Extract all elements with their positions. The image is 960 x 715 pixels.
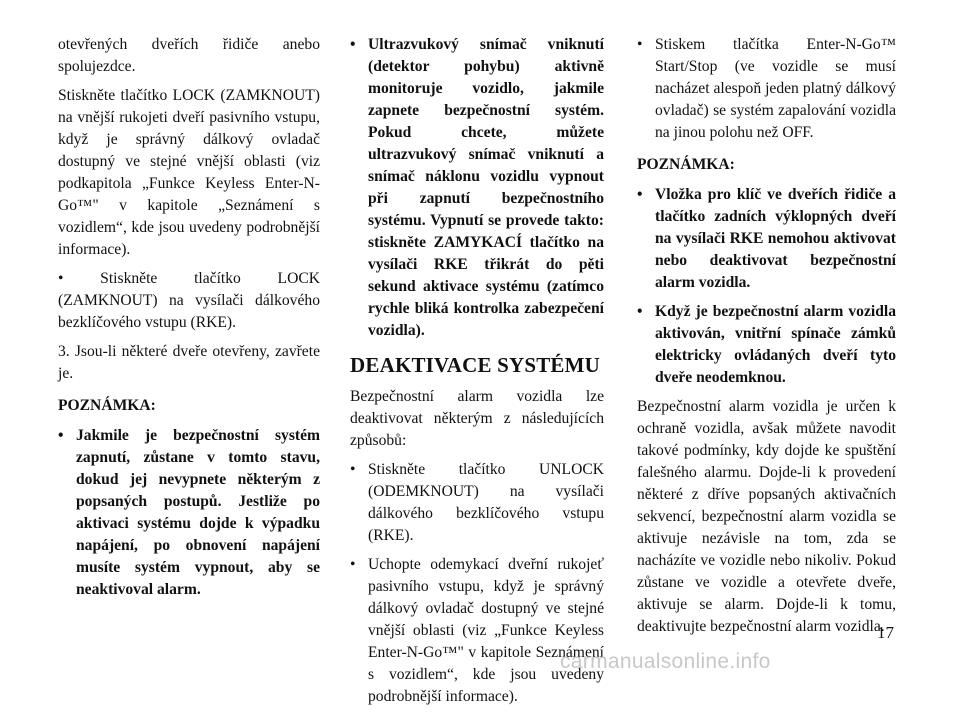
bullet-glyph: • xyxy=(350,36,356,53)
note-bullet-locks-text: Když je bezpečnostní alarm vozidla aktivován, vnitřní spínače zámků elektricky ovládaných dveří tyto dveře neodemknou. xyxy=(655,303,896,386)
section-intro: Bezpečnostní alarm vozidla lze deaktivovat některým z následujících způsobů: xyxy=(350,388,604,449)
note-heading: POZNÁMKA: xyxy=(637,156,735,173)
bullet-glyph: • xyxy=(637,303,643,320)
paragraph-false-alarm: Bezpečnostní alarm vozidla je určen k ochraně vozidla, avšak můžete navodit takové podmínky, kdy dojde ke spuštění falešného alarmu. Dojde-li k provedení některé z dříve popsaných aktivačních sekvencí, bezpečnostní alarm vozidla se aktivuje nezávisle na tom, zda se nacházíte ve vozidle nebo nikoliv. Pokud zůstane ve vozidle a otevřete dveře, aktivuje se alarm. Dojde-li k tomu, deaktivujte bezpečnostní alarm vozidla. xyxy=(637,398,896,635)
start-stop-bullet xyxy=(637,34,896,144)
handle-bullet xyxy=(350,554,604,708)
page-number: 17 xyxy=(877,623,894,642)
column-left xyxy=(58,34,320,608)
ultrasonic-bullet-text: Ultrazvukový snímač vniknutí (detektor pohybu) aktivně monitoruje vozidlo, jakmile zapnete bezpečnostní systém. Pokud chcete, můžete ultrazvukový snímač vniknutí a snímač náklonu vozidlu vypnout při zapnutí bezpečnostního systému. Vypnutí se provede takto: stiskněte ZAMYKACÍ tlačítko na vysílači RKE třikrát do pěti sekund aktivace systému (zatímco rychle bliká kontrolka zabezpečení vozidla). xyxy=(368,36,604,339)
ultrasonic-bullet xyxy=(350,34,604,342)
bullet-glyph: • xyxy=(350,461,356,478)
note-heading: POZNÁMKA: xyxy=(58,397,156,414)
column-right xyxy=(637,34,896,645)
bullet-glyph: • xyxy=(637,186,643,203)
column-middle xyxy=(350,34,604,715)
paragraph-lock-handle: Stiskněte tlačítko LOCK (ZAMKNOUT) na vnější rukojeti dveří pasivního vstupu, když je správný dálkový ovladač dostupný ve stejné vnější oblasti (viz podkapitola „Funkce Keyless Enter-N-Go™" v kapitole „Seznámení s vozidlem“, kde jsou uvedeny podrobnější informace). xyxy=(58,87,320,258)
bullet-glyph: • xyxy=(350,556,356,573)
handle-bullet-text: Uchopte odemykací dveřní rukojeť pasivního vstupu, když je správný dálkový ovladač dostupný ve stejné vnější oblasti (viz „Funkce Keyless Enter-N-Go™" v kapitole Seznámení s vozidlem“, kde jsou uvedeny podrobnější informace). xyxy=(368,556,604,705)
watermark: carmanualsonline.info xyxy=(560,650,771,673)
note-bullet-key-text: Vložka pro klíč ve dveřích řidiče a tlačítko zadních výklopných dveří na vysílači RKE nemohou aktivovat nebo deaktivovat bezpečnostní alarm vozidla. xyxy=(655,186,896,291)
note-bullet xyxy=(58,425,320,601)
start-stop-text: Stiskem tlačítka Enter-N-Go™ Start/Stop (ve vozidle se musí nacházet alespoň jeden platný dálkový ovladač) se systém zapalování vozidla na jinou polohu než OFF. xyxy=(655,36,896,141)
note-bullet-locks xyxy=(637,301,896,389)
paragraph-close-doors: 3. Jsou-li některé dveře otevřeny, zavřete je. xyxy=(58,343,320,382)
bullet-glyph: • xyxy=(58,427,64,444)
unlock-rke-text: Stiskněte tlačítko UNLOCK (ODEMKNOUT) na vysílači dálkového bezklíčového vstupu (RKE). xyxy=(368,461,604,544)
paragraph-lock-rke: • Stiskněte tlačítko LOCK (ZAMKNOUT) na vysílači dálkového bezklíčového vstupu (RKE). xyxy=(58,270,320,331)
note-bullet-text: Jakmile je bezpečnostní systém zapnutí, zůstane v tomto stavu, dokud jej nevypnete některým z popsaných postupů. Jestliže po aktivaci systému dojde k výpadku napájení, po obnovení napájení musíte systém vypnout, aby se neaktivoval alarm. xyxy=(76,427,320,598)
paragraph-continuation: otevřených dveřích řidiče anebo spolujezdce. xyxy=(58,36,320,75)
unlock-rke-bullet xyxy=(350,459,604,547)
bullet-glyph: • xyxy=(637,36,643,53)
section-heading: DEAKTIVACE SYSTÉMU xyxy=(350,353,601,377)
note-bullet-key xyxy=(637,184,896,294)
